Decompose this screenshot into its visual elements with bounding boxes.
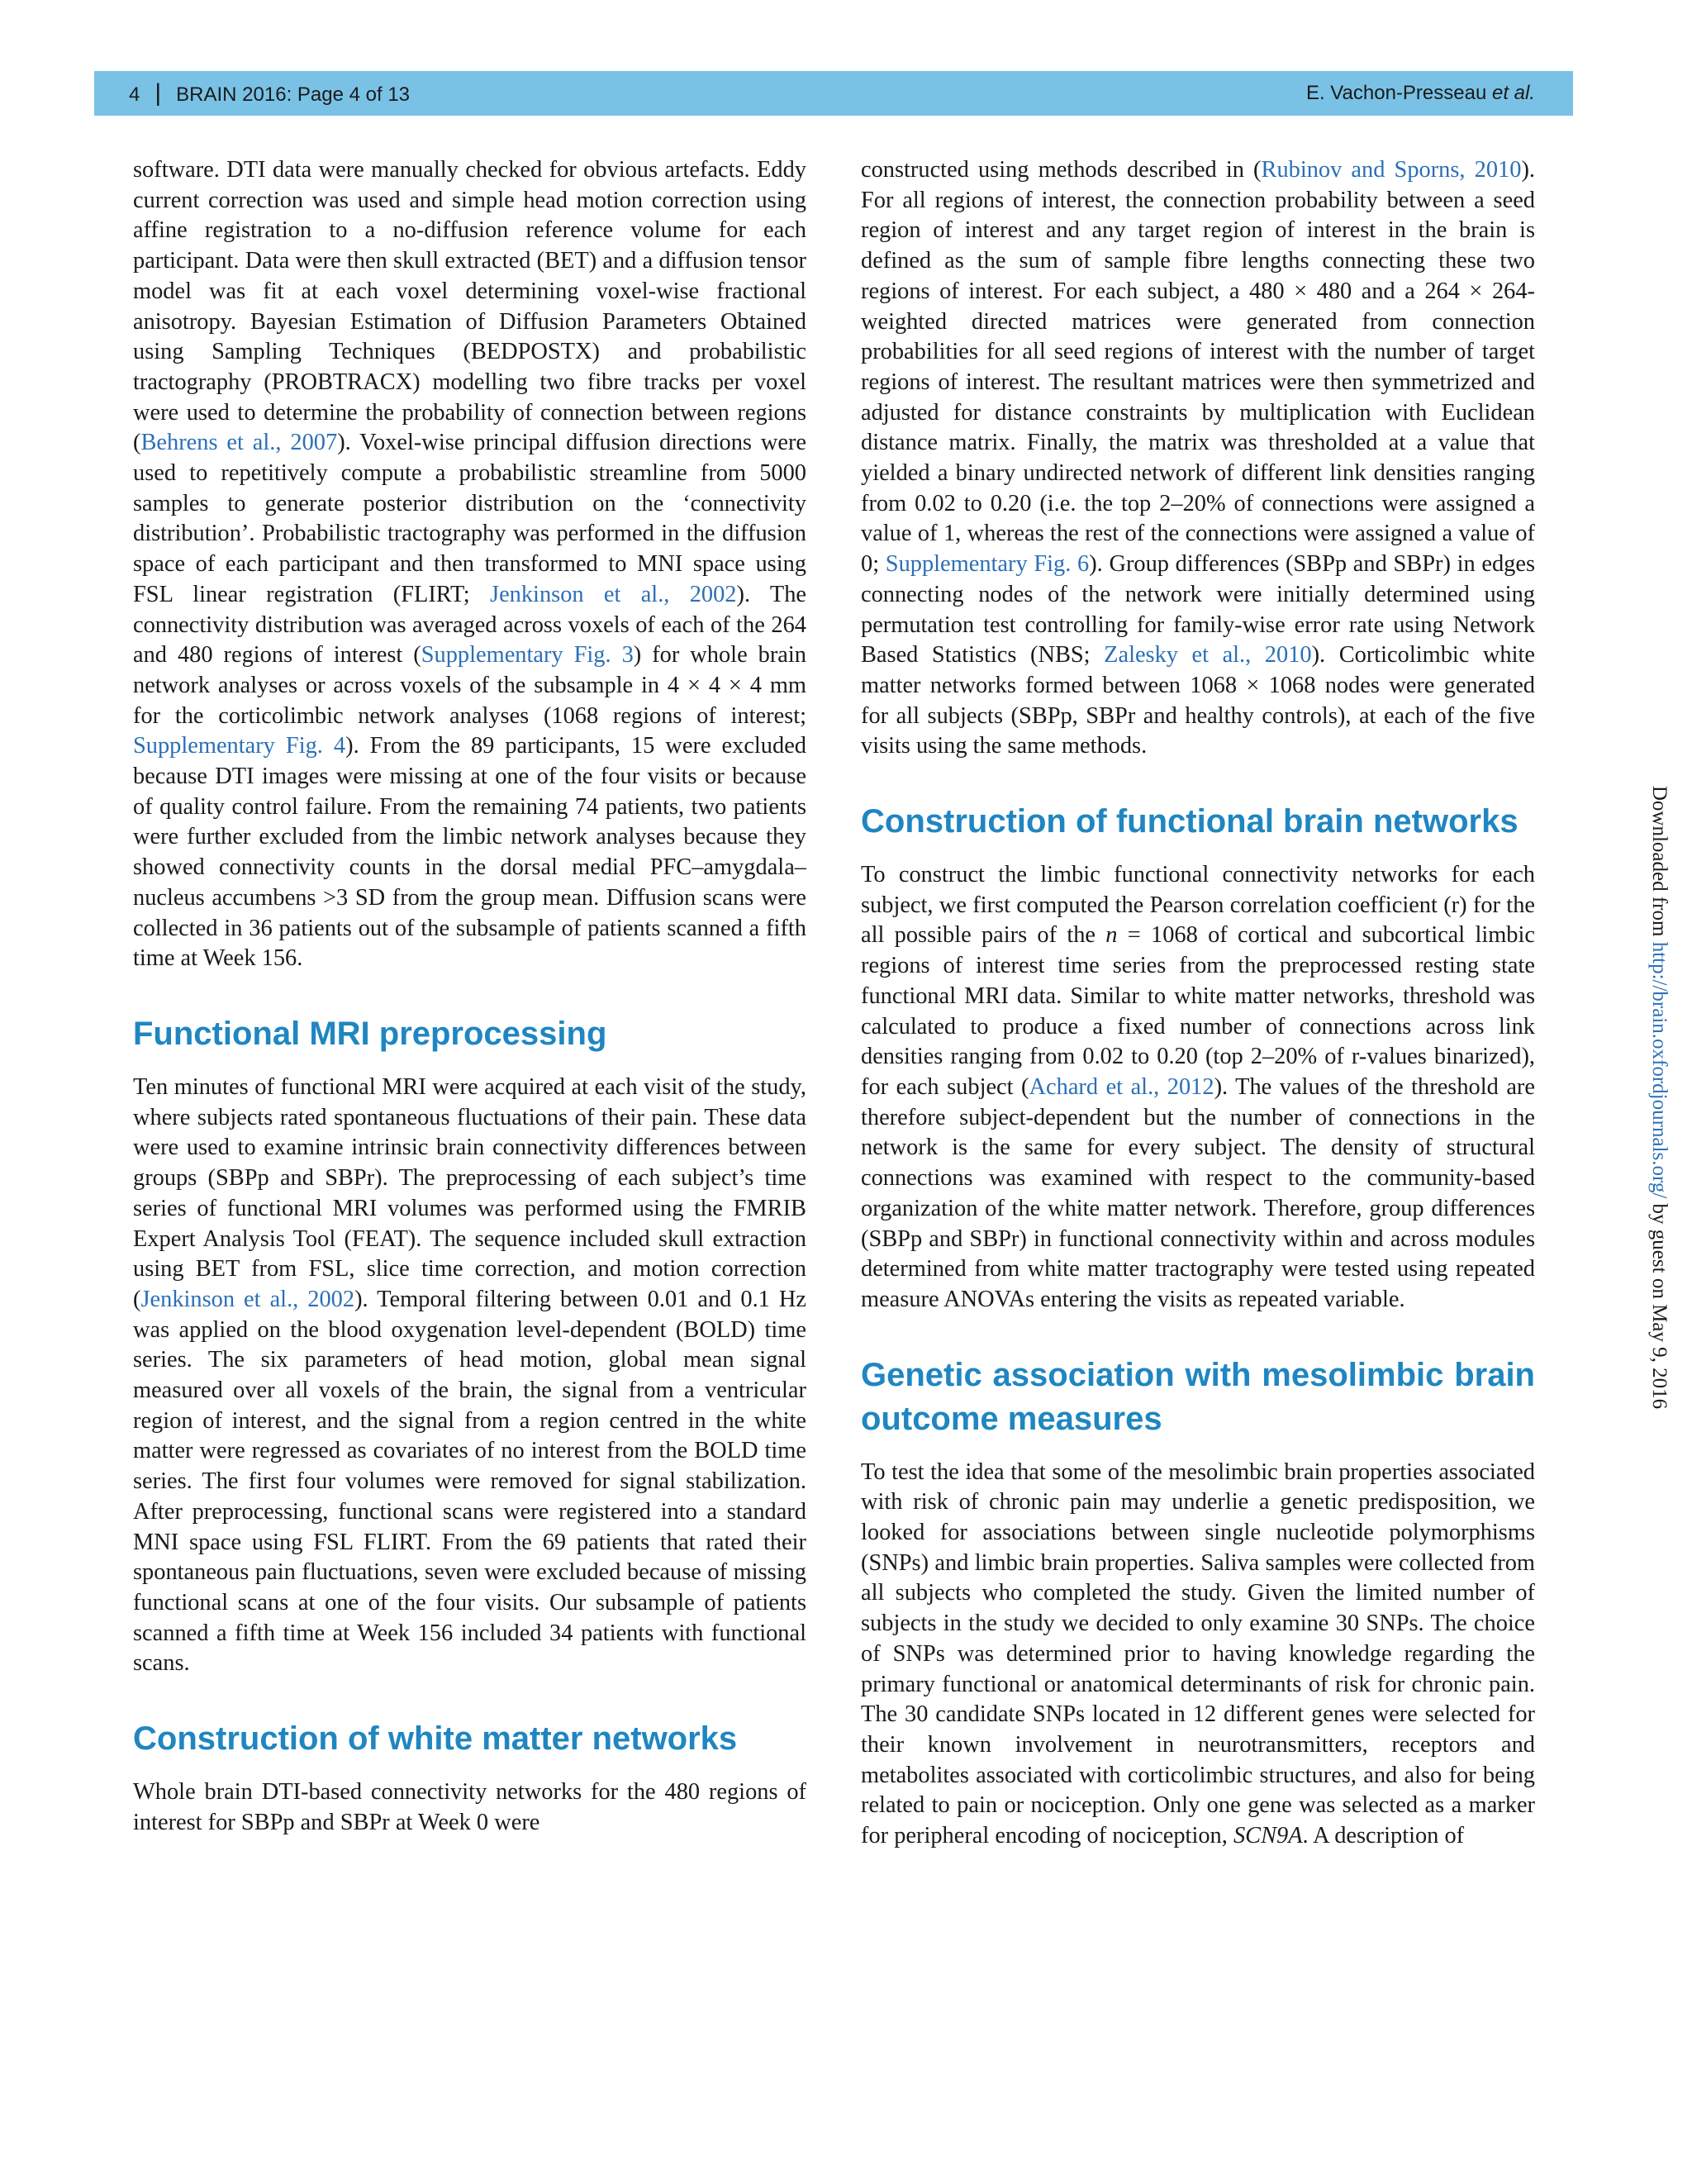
left-column <box>133 155 806 1838</box>
text-run: ). The connectivity distribution was averaged across voxels of each of the 264 and 480 regions of interest ( <box>133 581 806 669</box>
citation-link[interactable]: Behrens et al., 2007 <box>140 430 338 456</box>
text-run: software. DTI data were manually checked for obvious artefacts. Eddy current correction was used and simple head motion correction using affine registration to a no-diffusion reference volume for each participant. Data were then skull extracted (BET) and a diffusion tensor model was fit at each voxel determining voxel-wise fractional anisotropy. Bayesian Estimation of Diffusion Parameters Obtained using Sampling Techniques (BEDPOSTX) and probabilistic tractography (PROBTRACX) modelling two fibre tracks per voxel were used to determine the probability of connection between regions ( <box>133 157 806 456</box>
text-run: ). Temporal filtering between 0.01 and 0.1 Hz was applied on the blood oxygenation level-dependent (BOLD) time series. The six parameters of head motion, global mean signal measured over all voxels of the brain, the signal from a ventricular region of interest, and the signal from a region centred in the white matter were regressed as covariates of no interest from the BOLD time series. The first four volumes were removed for signal stabilization. After preprocessing, functional scans were registered into a standard MNI space using FSL FLIRT. From the 69 patients that rated their spontaneous pain fluctuations, seven were excluded because of missing functional scans at one of the four visits. Our subsample of patients scanned a fifth time at Week 156 included 34 patients with functional scans. <box>133 1286 807 1677</box>
text-run: ). For all regions of interest, the connection probability between a seed region of interest and any target region of interest in the brain is defined as the sum of sample fibre lengths connecting these two regions of interest. For each subject, a 480 × 480 and a 264 × 264-weighted directed matrices were generated from connection probabilities for all seed regions of interest with the number of target regions of interest. The resultant matrices were then symmetrized and adjusted for distance constraints by multiplication with Euclidean distance matrix. Finally, the matrix was thresholded at a value that yielded a binary undirected network of different link densities ranging from 0.02 to 0.20 (i.e. the top 2–20% of connections were assigned a value of 1, whereas the rest of the connections were assigned a value of 0; <box>861 157 1535 578</box>
running-header <box>94 71 1573 116</box>
paragraph-dti <box>133 155 806 974</box>
text-run: ). The values of the threshold are therefore subject-dependent but the number of connections in the network is the same for every subject. The density of structural connections was examined with respect to the community-based organization of the white matter network. Therefore, group differences (SBPp and SBPr) in functional connectivity within and across modules determined from white matter tractography were tested using repeated measure ANOVAs entering the visits as repeated variable. <box>861 1073 1535 1312</box>
journal-url-link[interactable]: http://brain.oxfordjournals.org/ <box>1648 941 1671 1199</box>
right-column <box>861 155 1535 1852</box>
page-number: 4 <box>129 83 140 106</box>
paragraph-functional <box>861 860 1535 1316</box>
header-authors <box>1306 71 1535 116</box>
paragraph-construction <box>861 155 1535 762</box>
download-notice <box>1647 786 1671 1409</box>
text-run: = 1068 of cortical and subcortical limbic regions of interest time series from the preprocessed resting state functional MRI data. Similar to white matter networks, threshold was calculated to produce a fixed number of connections across link densities ranging from 0.02 to 0.20 (top 2–20% of r-values binarized), for each subject ( <box>861 922 1535 1100</box>
citation-link[interactable]: Achard et al., 2012 <box>1029 1073 1214 1100</box>
journal-info: BRAIN 2016: Page 4 of 13 <box>176 83 411 106</box>
section-heading-white-matter: Construction of white matter networks <box>133 1720 738 1758</box>
paragraph-genetic <box>861 1458 1535 1852</box>
text-run: Ten minutes of functional MRI were acquired at each visit of the study, where subjects rated spontaneous fluctuations of their pain. These data were used to examine intrinsic brain connectivity differences between groups (SBPp and SBPr). The preprocessing of each subject’s time series of functional MRI volumes was performed using the FMRIB Expert Analysis Tool (FEAT). The sequence included skull extraction using BET from FSL, slice time correction, and motion correction ( <box>133 1073 806 1312</box>
text-run: ). From the 89 participants, 15 were excluded because DTI images were missing at one of the four visits or because of quality control failure. From the remaining 74 patients, two patients were further excluded from the limbic network analyses because they showed connectivity counts in the dorsal medial PFC–amygdala–nucleus accumbens >3 SD from the group mean. Diffusion scans were collected in 36 patients out of the subsample of patients scanned a fifth time at Week 156. <box>133 733 806 972</box>
text-run: . A description of <box>1302 1823 1465 1849</box>
section-heading-functional-networks: Construction of functional brain networks <box>861 803 1519 840</box>
authors-plain: E. Vachon-Presseau <box>1305 82 1492 104</box>
section-heading-genetic: Genetic association with mesolimbic brain outcome measures <box>861 1356 1535 1437</box>
text-run: ). Group differences (SBPp and SBPr) in edges connecting nodes of the network were initially determined using permutation test controlling for family-wise error rate using Network Based Statistics (NBS; <box>861 551 1535 669</box>
download-suffix: by guest on May 9, 2016 <box>1648 1198 1671 1410</box>
citation-link[interactable]: Jenkinson et al., 2002 <box>490 581 737 607</box>
paragraph-fmri <box>133 1073 806 1679</box>
citation-link[interactable]: Rubinov and Sporns, 2010 <box>1261 157 1522 183</box>
authors-italic: et al. <box>1491 82 1535 104</box>
header-separator: | <box>154 79 162 107</box>
paragraph-white-matter: Whole brain DTI-based connectivity networks for the 480 regions of interest for SBPp and SBPr at Week 0 were <box>133 1779 806 1835</box>
supplementary-link[interactable]: Supplementary Fig. 6 <box>885 551 1090 578</box>
italic-n: n <box>1105 922 1118 949</box>
supplementary-link[interactable]: Supplementary Fig. 3 <box>421 642 634 669</box>
text-run: constructed using methods described in ( <box>861 157 1262 183</box>
text-run: ) for whole brain network analyses or across voxels of the subsample in 4 × 4 × 4 mm for the corticolimbic network analyses (1068 regions of interest; <box>133 642 806 729</box>
text-run: ). Voxel-wise principal diffusion directions were used to repetitively compute a probabilistic streamline from 5000 samples to generate posterior distribution on the ‘connectivity distribution’. Probabilistic tractography was performed in the diffusion space of each participant and then transformed to MNI space using FSL linear registration (FLIRT; <box>133 430 807 607</box>
citation-link[interactable]: Zalesky et al., 2010 <box>1104 642 1312 669</box>
header-left <box>129 71 410 116</box>
section-heading-fmri-preprocessing: Functional MRI preprocessing <box>133 1015 607 1052</box>
supplementary-link[interactable]: Supplementary Fig. 4 <box>133 733 346 759</box>
text-run: To test the idea that some of the mesolimbic brain properties associated with risk of chronic pain may underlie a genetic predisposition, we looked for associations between single nucleotide polymorphisms (SNPs) and limbic brain properties. Saliva samples were collected from all subjects who completed the study. Given the limited number of subjects in the study we decided to only examine 30 SNPs. The choice of SNPs was determined prior to having knowledge regarding the primary functional or anatomical determinants of risk for chronic pain. The 30 candidate SNPs located in 12 different genes were selected for their known involvement in neurotransmitters, receptors and metabolites associated with corticolimbic structures, and also for being related to pain or nociception. Only one gene was selected as a marker for peripheral encoding of nociception, <box>861 1458 1535 1849</box>
text-run: To construct the limbic functional connectivity networks for each subject, we first computed the Pearson correlation coefficient (r) for the all possible pairs of the <box>861 862 1535 949</box>
gene-name: SCN9A <box>1233 1823 1303 1849</box>
citation-link[interactable]: Jenkinson et al., 2002 <box>140 1286 355 1312</box>
download-prefix: Downloaded from <box>1648 785 1671 942</box>
text-run: ). Corticolimbic white matter networks formed between 1068 × 1068 nodes were generated for all subjects (SBPp, SBPr and healthy controls), at each of the five visits using the same methods. <box>861 642 1536 759</box>
